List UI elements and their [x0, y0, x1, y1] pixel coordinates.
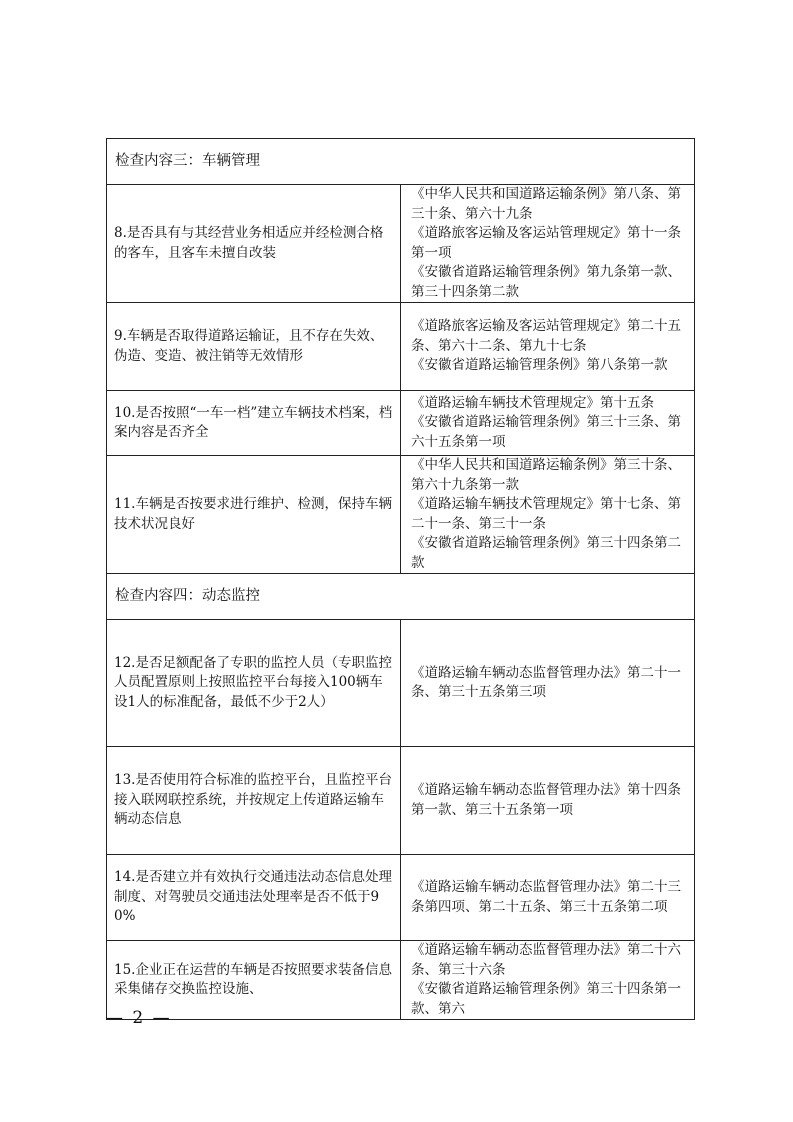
legal-basis: [401, 941, 695, 1020]
check-item: 11.车辆是否按要求进行维护、检测，保持车辆技术状况良好: [107, 456, 401, 574]
table-row: [107, 620, 695, 747]
basis-line: 《道路运输车辆动态监督管理办法》第十四条第一款、第三十五条第一项: [411, 782, 681, 818]
basis-line: 《道路运输车辆动态监督管理办法》第二十一条、第三十五条第三项: [411, 664, 681, 700]
legal-basis: [401, 855, 695, 941]
section-header-vehicle-management: [107, 139, 695, 185]
section-title: 检查内容三：车辆管理: [107, 139, 695, 185]
basis-line: 《中华人民共和国道路运输条例》第八条、第三十条、第六十九条: [411, 186, 681, 222]
table-row: [107, 391, 695, 456]
check-item: 12.是否足额配备了专职的监控人员（专职监控人员配置原则上按照监控平台每接入100辆车设1人的标准配备，最低不少于2人）: [107, 620, 401, 747]
table-row: [107, 941, 695, 1020]
basis-line: 《道路旅客运输及客运站管理规定》第二十五条、第六十二条、第九十七条: [411, 318, 681, 354]
inspection-table: [106, 138, 695, 1020]
legal-basis: [401, 456, 695, 574]
check-item: 14.是否建立并有效执行交通违法动态信息处理制度、对驾驶员交通违法处理率是否不低于90%: [107, 855, 401, 941]
legal-basis: [401, 620, 695, 747]
check-item: 10.是否按照“一车一档”建立车辆技术档案，档案内容是否齐全: [107, 391, 401, 456]
check-item: 8.是否具有与其经营业务相适应并经检测合格的客车，且客车未擅自改装: [107, 185, 401, 303]
page-number: — 2 —: [106, 1008, 172, 1028]
check-item: 9.车辆是否取得道路运输证，且不存在失效、伪造、变造、被注销等无效情形: [107, 303, 401, 391]
table-row: [107, 747, 695, 855]
basis-line: 《安徽省道路运输管理条例》第三十四条第二款: [411, 535, 681, 571]
basis-line: 《道路运输车辆动态监督管理办法》第二十六条、第三十六条: [411, 942, 681, 978]
check-item: 15.企业正在运营的车辆是否按照要求装备信息采集储存交换监控设施、: [107, 941, 401, 1020]
basis-line: 《道路运输车辆动态监督管理办法》第二十三条第四项、第二十五条、第三十五条第二项: [411, 879, 681, 915]
table-row: [107, 456, 695, 574]
legal-basis: [401, 747, 695, 855]
table-row: [107, 855, 695, 941]
legal-basis: [401, 303, 695, 391]
check-item: 13.是否使用符合标准的监控平台，且监控平台接入联网联控系统，并按规定上传道路运输车辆动态信息: [107, 747, 401, 855]
section-title: 检查内容四：动态监控: [107, 574, 695, 620]
table-row: [107, 303, 695, 391]
basis-line: 《道路运输车辆技术管理规定》第十五条: [411, 394, 654, 411]
basis-line: 《安徽省道路运输管理条例》第九条第一款、第三十四条第二款: [411, 264, 681, 300]
legal-basis: [401, 391, 695, 456]
legal-basis: [401, 185, 695, 303]
basis-line: 《安徽省道路运输管理条例》第三十三条、第六十五条第一项: [411, 414, 681, 450]
basis-line: 《道路旅客运输及客运站管理规定》第十一条第一项: [411, 225, 681, 261]
basis-line: 《道路运输车辆技术管理规定》第十七条、第二十一条、第三十一条: [411, 496, 681, 532]
section-header-dynamic-monitoring: [107, 574, 695, 620]
table-row: [107, 185, 695, 303]
basis-line: 《安徽省道路运输管理条例》第三十四条第一款、第六: [411, 981, 681, 1017]
basis-line: 《安徽省道路运输管理条例》第八条第一款: [411, 357, 668, 374]
basis-line: 《中华人民共和国道路运输条例》第三十条、第六十九条第一款: [411, 457, 681, 493]
